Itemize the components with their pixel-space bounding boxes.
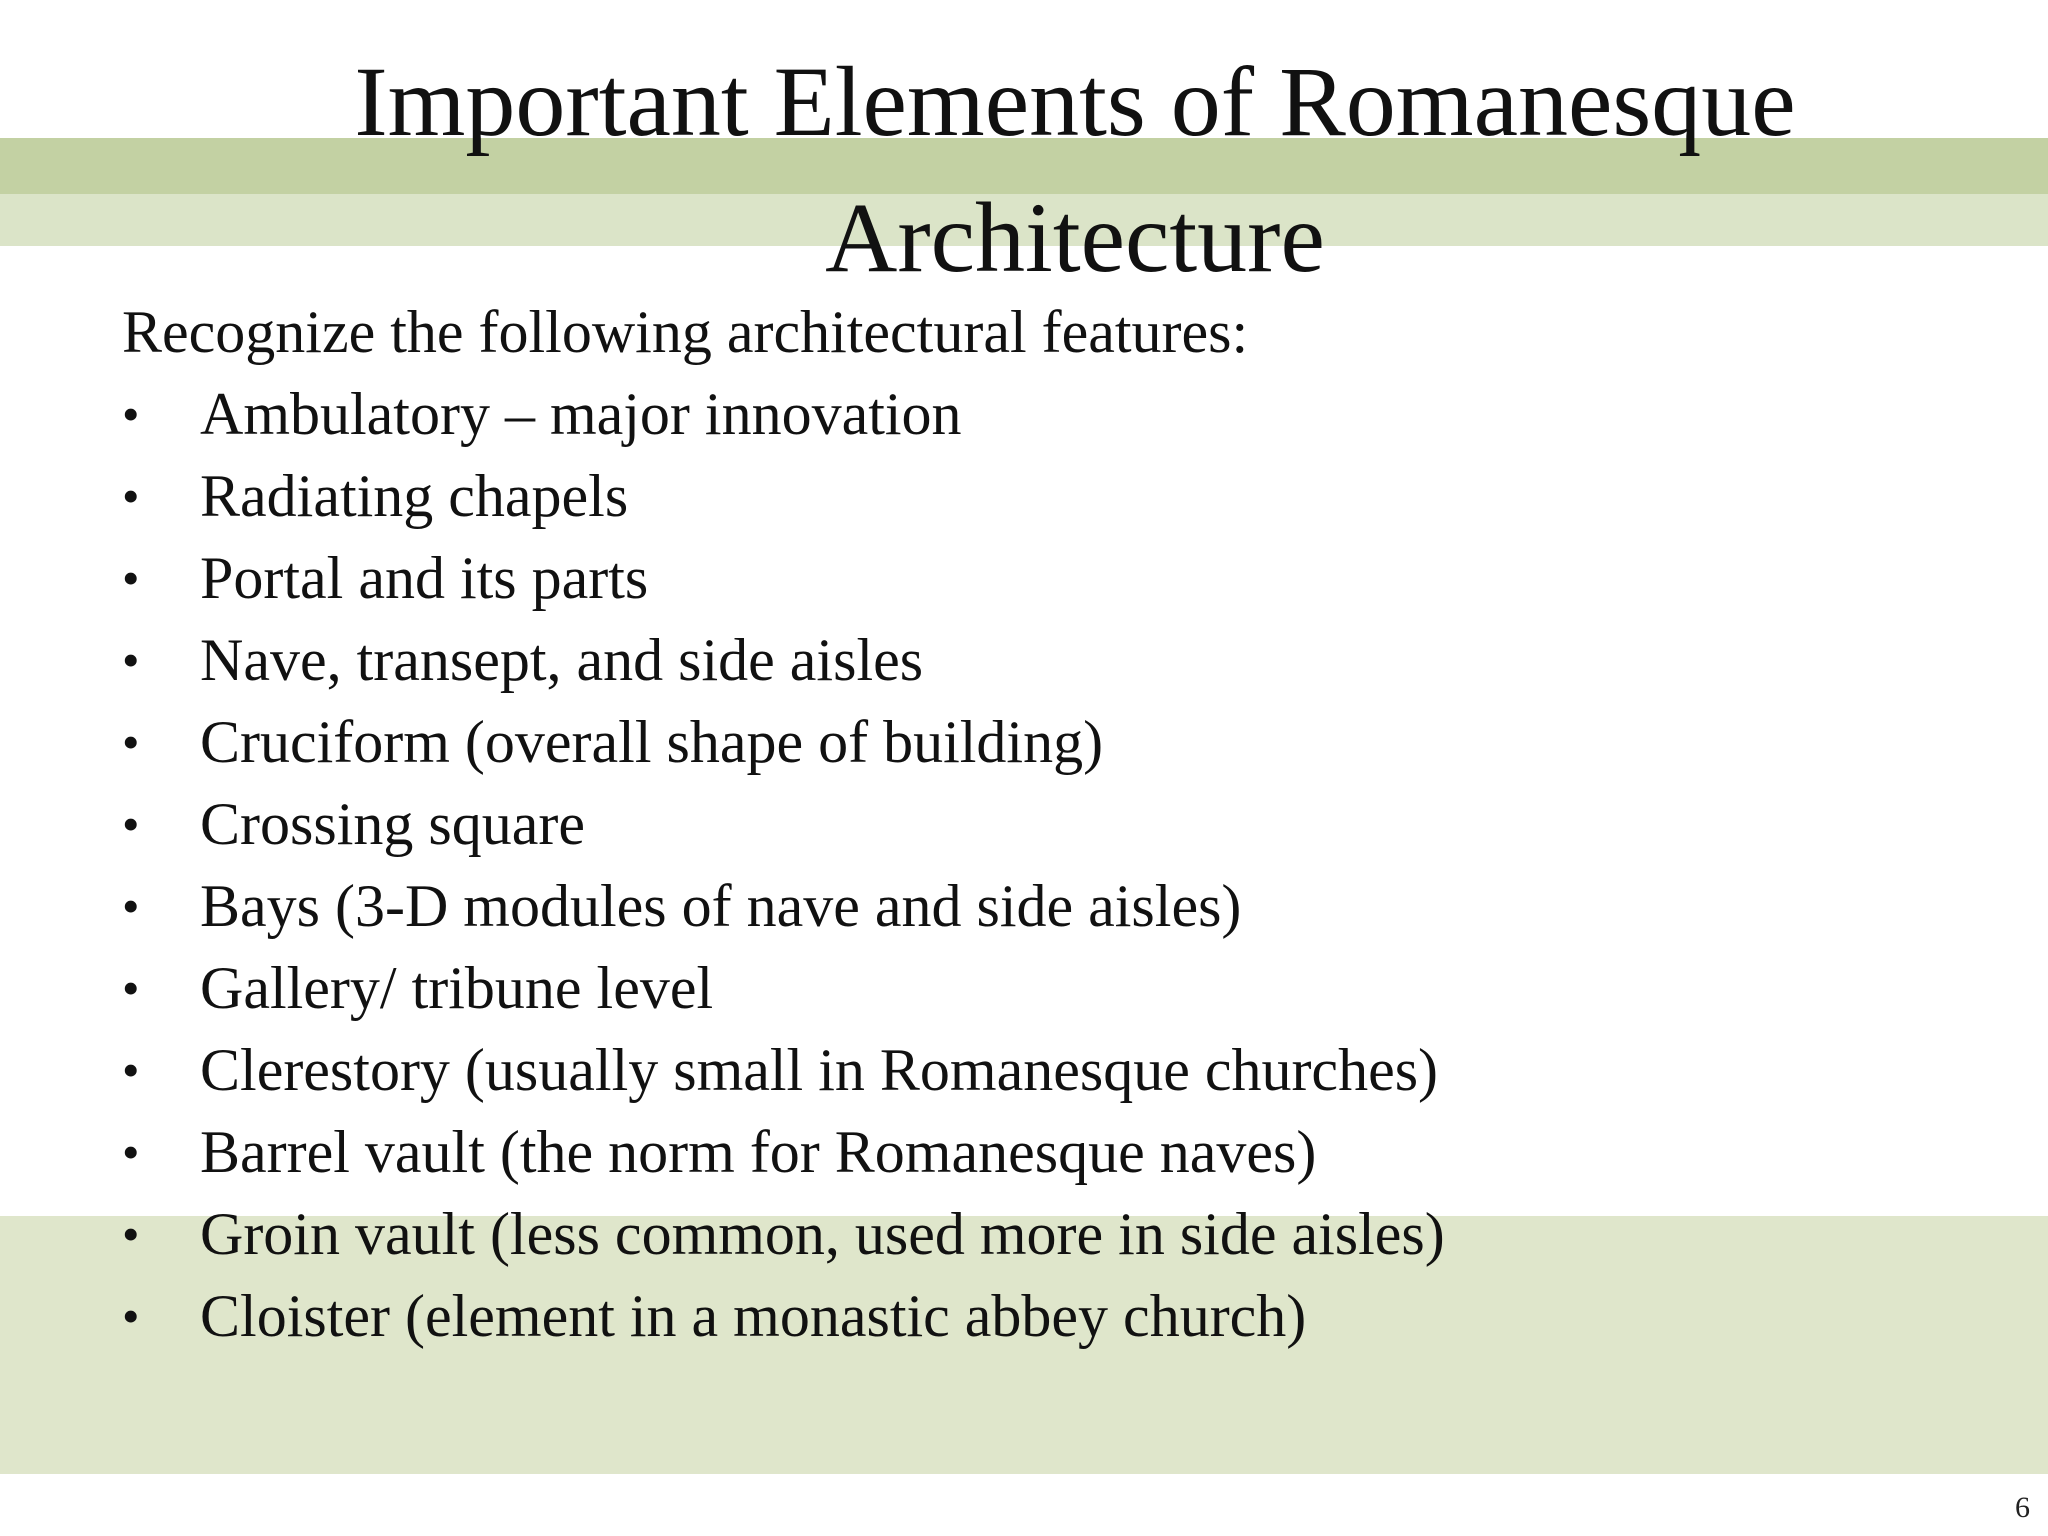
bullet-text: Nave, transept, and side aisles	[200, 627, 924, 693]
bullet-text: Cloister (element in a monastic abbey church)	[200, 1283, 1307, 1349]
bullet-text: Cruciform (overall shape of building)	[200, 709, 1104, 775]
bullet-icon: •	[122, 796, 140, 852]
bullet-icon: •	[122, 468, 140, 524]
bullet-icon: •	[122, 1042, 140, 1098]
bullet-text: Crossing square	[200, 791, 585, 857]
slide-title: Important Elements of Romanesque Architecture	[354, 46, 1796, 293]
bullet-icon: •	[122, 714, 140, 770]
bullet-text: Groin vault (less common, used more in side aisles)	[200, 1201, 1445, 1267]
bullet-icon: •	[122, 1206, 140, 1262]
bullet-text: Radiating chapels	[200, 463, 629, 529]
bullet-text: Clerestory (usually small in Romanesque churches)	[200, 1037, 1439, 1103]
bullet-icon: •	[122, 550, 140, 606]
bullet-icon: •	[122, 1288, 140, 1344]
bullet-text: Ambulatory – major innovation	[200, 381, 962, 447]
page-number: 6	[2015, 1491, 2030, 1524]
bullet-text: Bays (3-D modules of nave and side aisles)	[200, 873, 1242, 939]
bullet-icon: •	[122, 632, 140, 688]
bullet-text: Gallery/ tribune level	[200, 955, 714, 1021]
bullet-text: Portal and its parts	[200, 545, 649, 611]
bullet-icon: •	[122, 878, 140, 934]
bullet-icon: •	[122, 1124, 140, 1180]
bullet-icon: •	[122, 960, 140, 1016]
bullet-text: Barrel vault (the norm for Romanesque naves)	[200, 1119, 1317, 1185]
intro-text: Recognize the following architectural features:	[122, 299, 1249, 365]
bullet-icon: •	[122, 386, 140, 442]
